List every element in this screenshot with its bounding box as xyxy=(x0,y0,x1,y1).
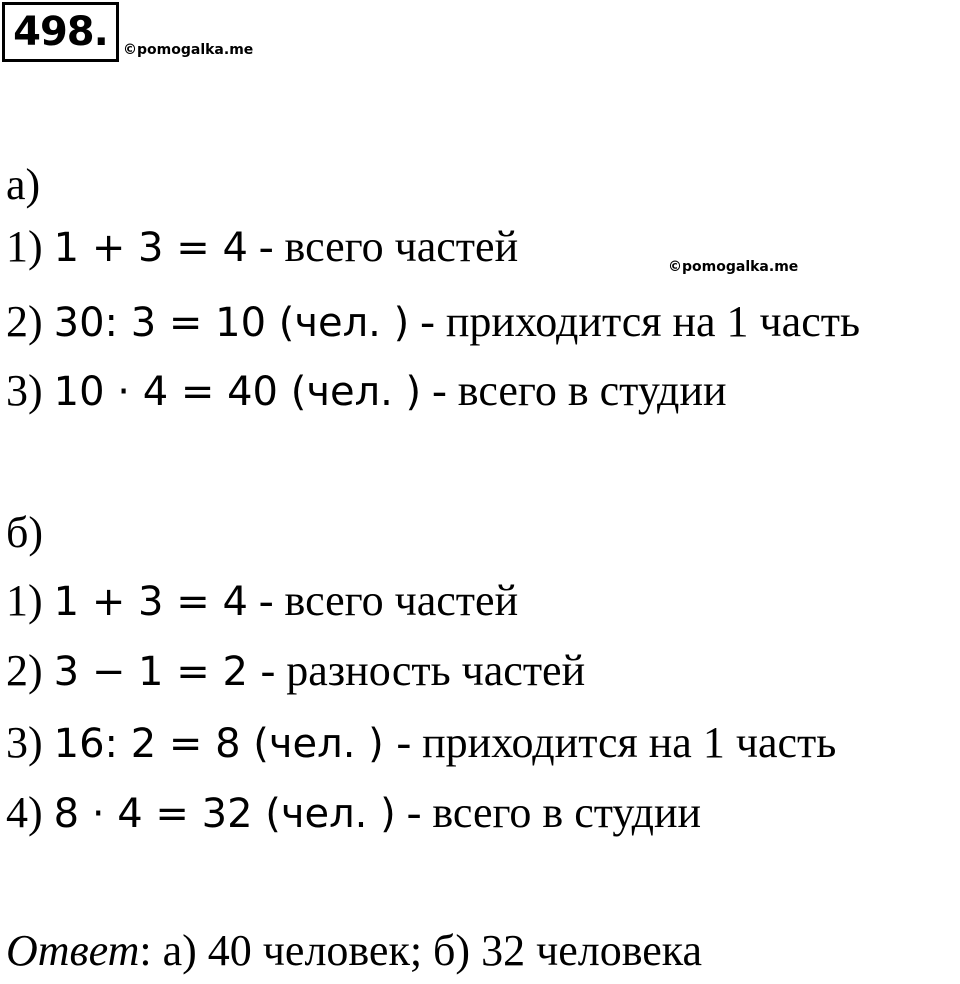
step-expression: 3 − 1 = 2 xyxy=(53,649,261,695)
step-number: 3) xyxy=(6,366,43,415)
part-b-step-4 xyxy=(6,788,701,839)
part-b-step-3 xyxy=(6,718,836,769)
problem-number: 498. xyxy=(2,2,119,62)
step-expression: 30: 3 = 10 (чел. ) xyxy=(53,300,410,346)
part-a-label-text: а) xyxy=(6,160,41,209)
step-number: 1) xyxy=(6,576,43,625)
step-description: - всего частей xyxy=(247,576,519,625)
step-expression: 16: 2 = 8 (чел. ) xyxy=(53,721,397,767)
step-expression: 8 · 4 = 32 (чел. ) xyxy=(53,791,396,837)
answer-line xyxy=(6,926,702,976)
step-expression: 10 · 4 = 40 (чел. ) xyxy=(53,369,422,415)
part-b-step-1 xyxy=(6,576,518,627)
step-number: 3) xyxy=(6,718,43,767)
step-description: - разность частей xyxy=(260,646,586,695)
step-number: 2) xyxy=(6,297,43,346)
watermark-top: ©pomogalka.me xyxy=(123,42,254,58)
part-b-label-text: б) xyxy=(6,508,44,557)
part-a-label xyxy=(6,160,40,210)
step-description: - приходится на 1 часть xyxy=(409,297,861,346)
answer-text: : а) 40 человек; б) 32 человека xyxy=(139,926,702,975)
step-number: 1) xyxy=(6,222,43,271)
step-description: - всего в студии xyxy=(421,366,727,415)
step-number: 2) xyxy=(6,646,43,695)
part-a-step-1 xyxy=(6,222,518,273)
step-expression: 1 + 3 = 4 xyxy=(53,579,248,625)
step-description: - всего частей xyxy=(247,222,519,271)
step-description: - всего в студии xyxy=(395,788,702,837)
part-a-step-2 xyxy=(6,297,860,348)
part-b-step-2 xyxy=(6,646,585,697)
step-number: 4) xyxy=(6,788,43,837)
answer-label: Ответ xyxy=(6,926,140,975)
step-expression: 1 + 3 = 4 xyxy=(53,225,248,271)
part-a-step-3 xyxy=(6,366,727,417)
part-b-label xyxy=(6,508,43,558)
watermark-middle: ©pomogalka.me xyxy=(668,259,799,275)
step-description: - приходится на 1 часть xyxy=(396,718,837,767)
